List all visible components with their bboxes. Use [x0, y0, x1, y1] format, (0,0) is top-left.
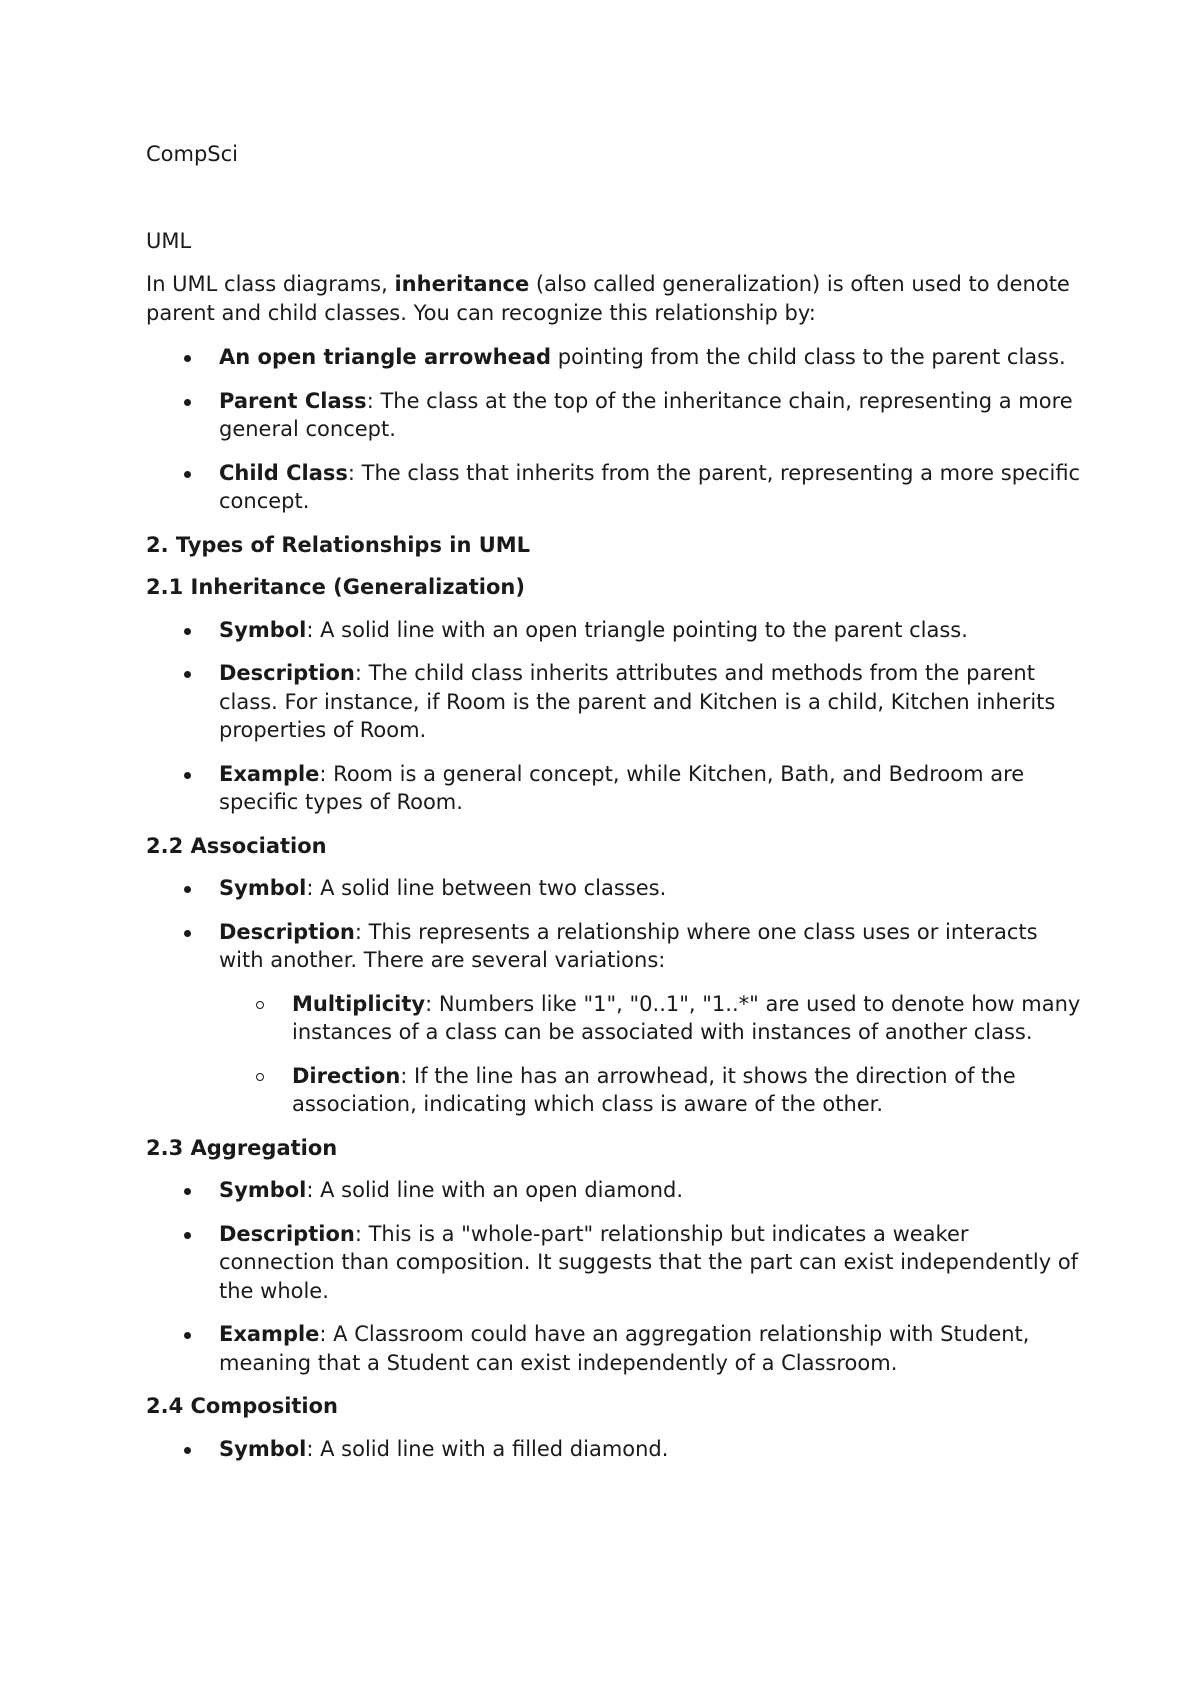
- list-item: Description: The child class inherits attributes and methods from the parent class. For instance, if Room is the parent and Kitchen is a child, Kitchen inherits properties of Room.: [146, 659, 1086, 745]
- bullet-icon: [184, 1188, 191, 1195]
- bullet-icon: [184, 355, 191, 362]
- association-list: [146, 874, 1086, 1119]
- sub-list-item: Direction: If the line has an arrowhead, it shows the direction of the association, indicating which class is aware of the other.: [219, 1062, 1086, 1119]
- intro-list: [146, 343, 1086, 516]
- association-sub-list: [219, 990, 1086, 1119]
- intro-paragraph: In UML class diagrams, inheritance (also called generalization) is often used to denote parent and child classes. You can recognize this relationship by:: [146, 272, 1070, 325]
- document-page: [146, 140, 1086, 1478]
- aggregation-list: [146, 1176, 1086, 1377]
- list-item: An open triangle arrowhead pointing from the child class to the parent class.: [146, 343, 1086, 372]
- list-item: Child Class: The class that inherits from the parent, representing a more specific concept.: [146, 459, 1086, 516]
- bullet-icon: [184, 628, 191, 635]
- bullet-icon: [184, 1232, 191, 1239]
- list-item: Parent Class: The class at the top of the inheritance chain, representing a more general concept.: [146, 387, 1086, 444]
- heading-composition: 2.4 Composition: [146, 1394, 339, 1418]
- composition-list: [146, 1435, 1086, 1464]
- list-item: Symbol: A solid line with an open diamond.: [146, 1176, 1086, 1205]
- bullet-icon: [184, 399, 191, 406]
- bullet-icon: [184, 930, 191, 937]
- intro-bold-term: inheritance: [394, 272, 530, 296]
- inheritance-list: [146, 616, 1086, 817]
- document-title: CompSci: [146, 142, 239, 166]
- sub-list-item: Multiplicity: Numbers like "1", "0..1", "1..*" are used to denote how many instances of a class can be associated with instances of another class.: [219, 990, 1086, 1047]
- list-item: Description: This is a "whole-part" relationship but indicates a weaker connection than composition. It suggests that the part can exist independently of the whole.: [146, 1220, 1086, 1306]
- heading-inheritance: 2.1 Inheritance (Generalization): [146, 575, 525, 599]
- section-label-uml: UML: [146, 228, 192, 253]
- circle-bullet-icon: [256, 1073, 264, 1081]
- list-item: Example: Room is a general concept, while Kitchen, Bath, and Bedroom are specific types of Room.: [146, 760, 1086, 817]
- list-item: Symbol: A solid line with an open triangle pointing to the parent class.: [146, 616, 1086, 645]
- list-item: Description: This represents a relationship where one class uses or interacts with another. There are several variations: Multiplicity: Numbers like "1", "0..1", "1..*" are used to denote how many instances of a class can be associated with instances of another class. Direction: If the line has an arrowhead, it shows the direction of the association, indicating which class is aware of the other.: [146, 918, 1086, 1119]
- list-item: Symbol: A solid line with a filled diamond.: [146, 1435, 1086, 1464]
- bullet-icon: [184, 471, 191, 478]
- heading-association: 2.2 Association: [146, 833, 327, 858]
- heading-aggregation: 2.3 Aggregation: [146, 1135, 338, 1160]
- bullet-icon: [184, 1447, 191, 1454]
- circle-bullet-icon: [256, 1001, 264, 1009]
- list-item: Symbol: A solid line between two classes.: [146, 874, 1086, 903]
- bullet-icon: [184, 1332, 191, 1339]
- bullet-icon: [184, 772, 191, 779]
- bullet-icon: [184, 671, 191, 678]
- list-item: Example: A Classroom could have an aggregation relationship with Student, meaning that a Student can exist independently of a Classroom.: [146, 1320, 1086, 1377]
- heading-types-of-relationships: 2. Types of Relationships in UML: [146, 532, 531, 557]
- bullet-icon: [184, 886, 191, 893]
